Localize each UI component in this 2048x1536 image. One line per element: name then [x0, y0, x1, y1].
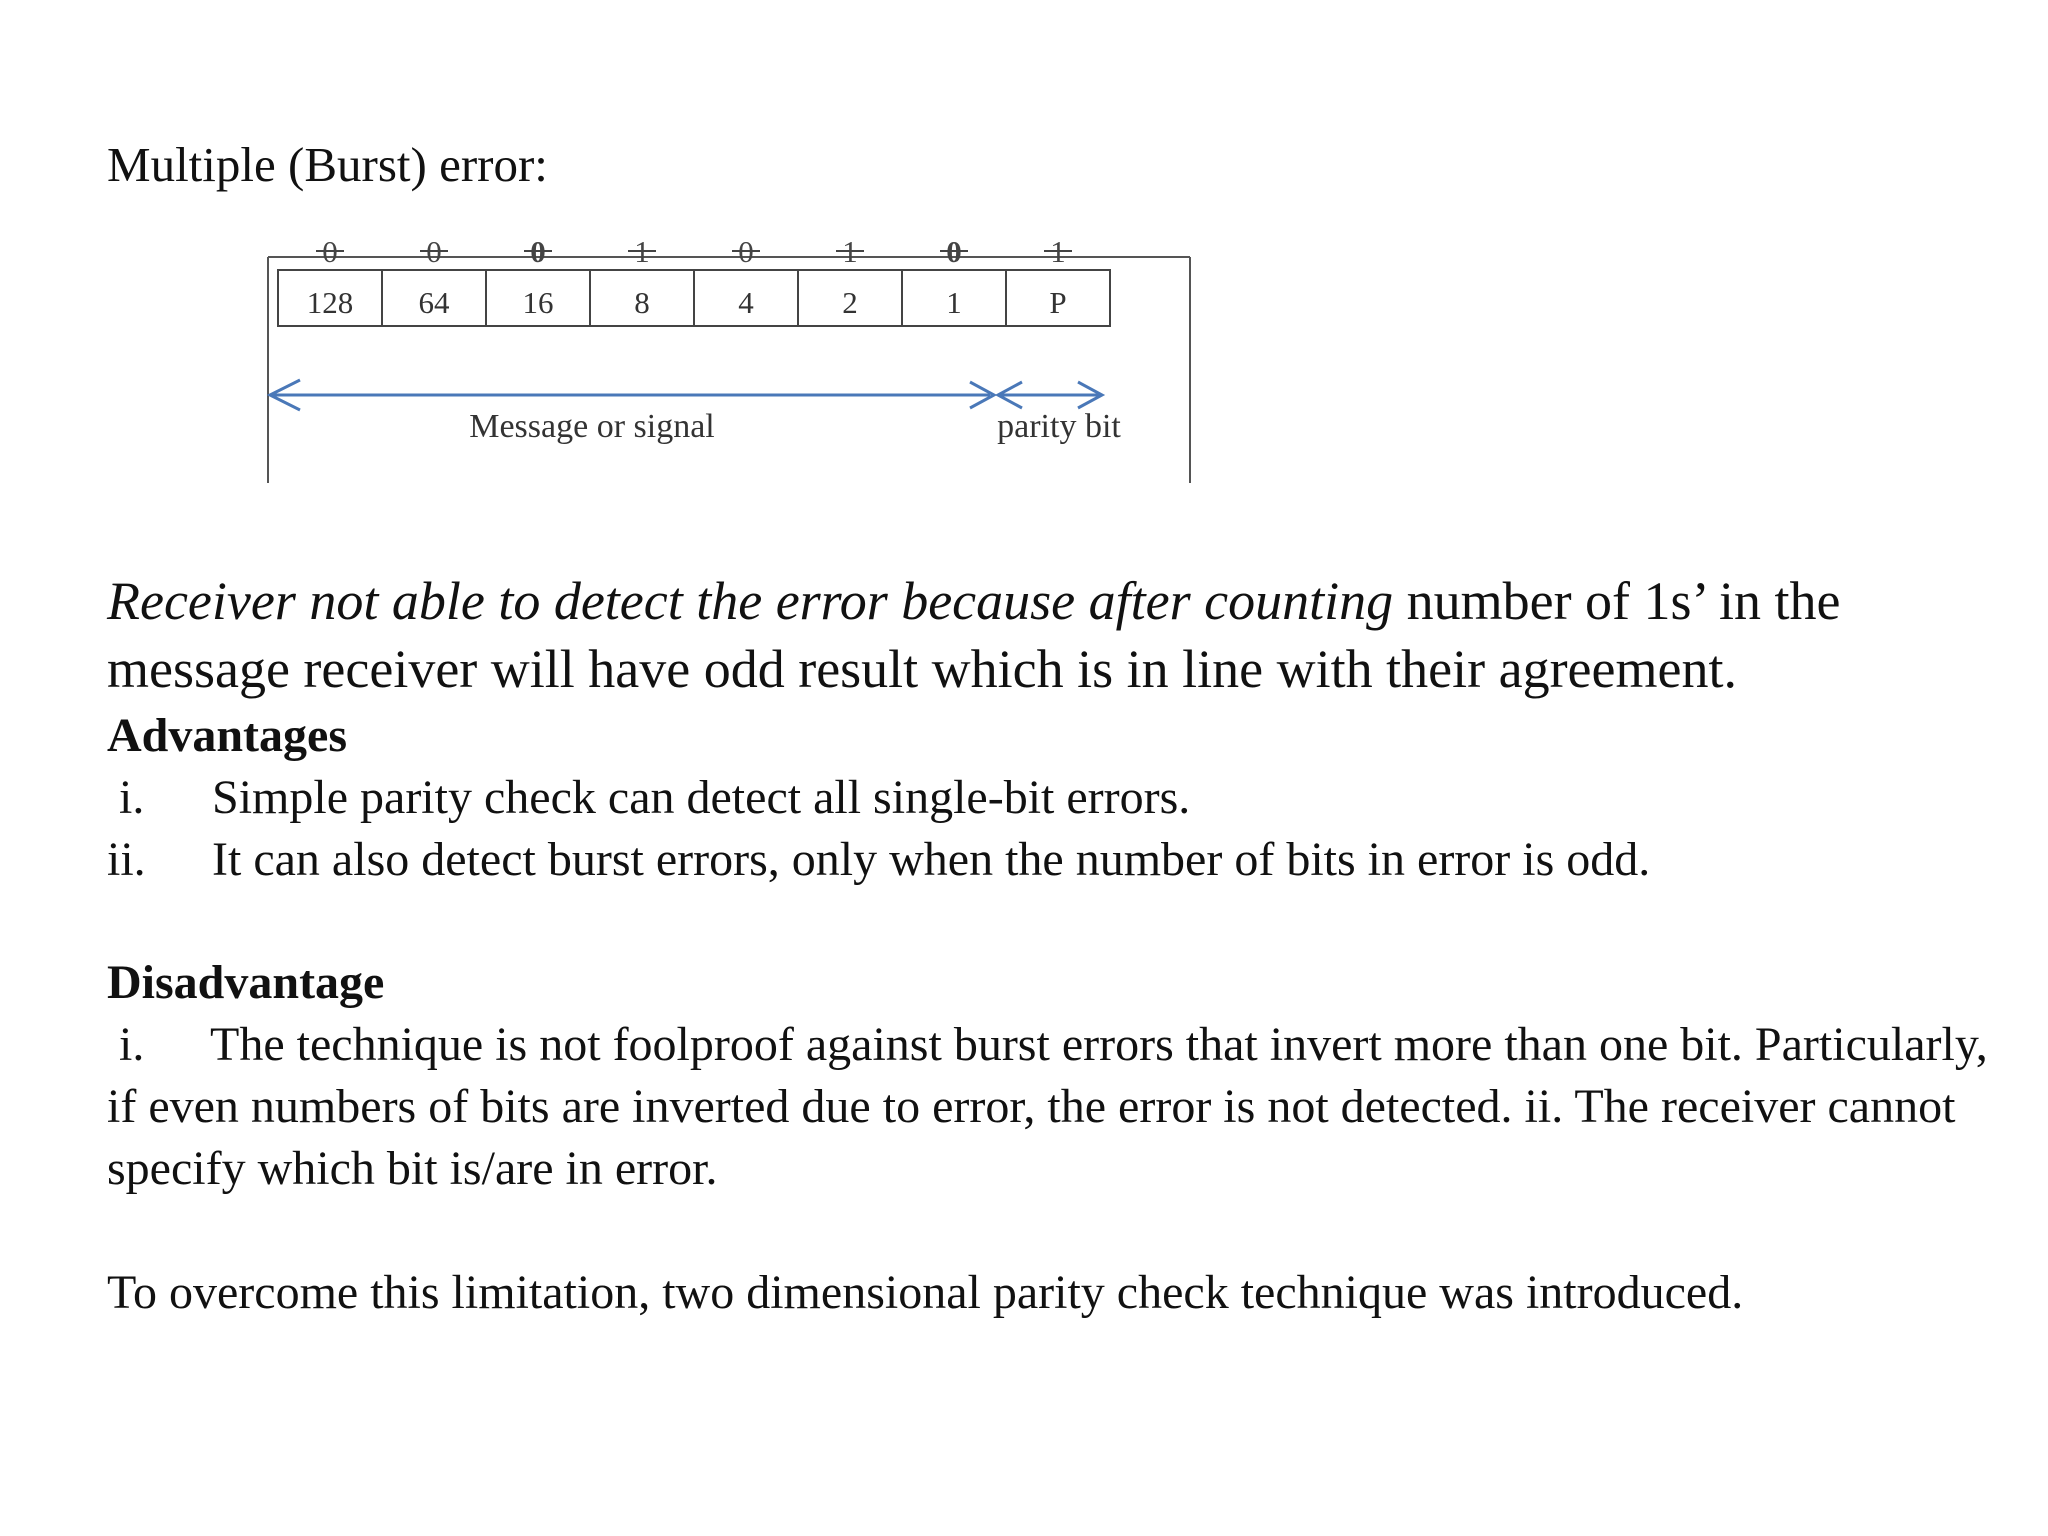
disadvantage-paragraph: [107, 1014, 2017, 1200]
advantage-1-text: Simple parity check can detect all single-bit errors.: [212, 771, 1191, 824]
advantage-item-2: [107, 829, 1650, 891]
section-heading: Multiple (Burst) error:: [107, 137, 548, 192]
explanation-italic: Receiver not able to detect the error because after counting: [107, 571, 1394, 631]
disadvantage-number: i.: [119, 1018, 145, 1071]
bit-value-label: 0: [530, 234, 546, 269]
parity-label: parity bit: [997, 408, 1121, 445]
bit-weight-label: 64: [418, 285, 450, 320]
disadvantage-text: The technique is not foolproof against burst errors that invert more than one bit. Particularly, if even numbers of bits are inverted due to error, the error is not detected. ii. The receiver cannot specify which bit is/are in error.: [107, 1018, 1988, 1195]
bit-value-label: 0: [322, 234, 338, 269]
advantage-1-number: i.: [119, 771, 145, 824]
parity-diagram-svg: [262, 230, 1202, 490]
conclusion-text: To overcome this limitation, two dimensional parity check technique was introduced.: [107, 1266, 1744, 1319]
message-label: Message or signal: [469, 408, 715, 445]
parity-diagram: [262, 230, 1202, 490]
bit-weight-label: 2: [842, 285, 858, 320]
advantages-title: Advantages: [107, 709, 348, 762]
bit-value-label: 1: [1050, 234, 1066, 269]
bit-cells: [278, 234, 1110, 326]
explanation-normal: number of 1s’ in the message receiver will have odd result which is in line with their agreement.: [107, 571, 1841, 699]
advantage-2-text: It can also detect burst errors, only when the number of bits in error is odd.: [212, 833, 1651, 886]
disadvantage-title: Disadvantage: [107, 956, 385, 1009]
arrows: [270, 380, 1102, 410]
bit-weight-label: 4: [738, 285, 754, 320]
bit-value-label: 0: [738, 234, 754, 269]
advantage-item-1: [107, 767, 1190, 829]
advantage-2-number: ii.: [107, 833, 146, 886]
bit-value-label: 1: [634, 234, 650, 269]
bit-weight-label: 8: [634, 285, 650, 320]
bit-value-label: 0: [946, 234, 962, 269]
explanation-paragraph: [107, 567, 2007, 703]
bit-weight-label: 16: [522, 285, 554, 320]
bit-weight-label: 1: [946, 285, 962, 320]
bit-weight-label: 128: [306, 285, 354, 320]
bit-weight-label: P: [1049, 285, 1067, 320]
bit-value-label: 0: [426, 234, 442, 269]
bit-value-label: 1: [842, 234, 858, 269]
